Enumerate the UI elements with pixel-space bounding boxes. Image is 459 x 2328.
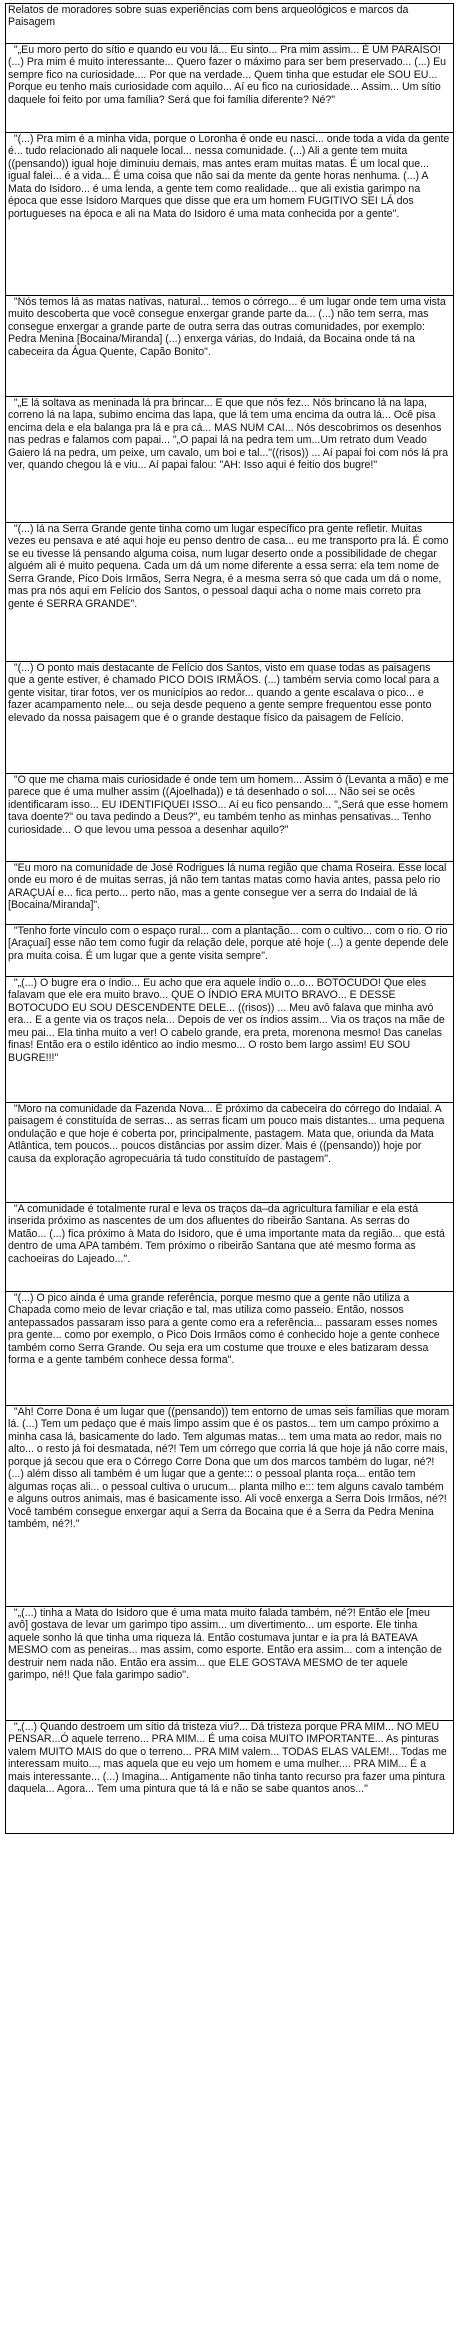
testimonies-table (5, 3, 454, 1834)
testimony-cell: "Moro na comunidade da Fazenda Nova... É próximo da cabeceira do córrego do Indaial. A paisagem é constituída de serras... as serras ficam um pouco mais distantes... uma pequena ondulação e que hoje é coberta por, principalmente, pastagem. Mata que, oriunda da Mata Atlântica, tem poucos... poucos distâncias por assim dizer. Mais é ((pensando)) hoje por causa da exploração agropecuária tá tudo constituído de pastagem". (6, 1102, 453, 1202)
testimony-cell: "Ah! Corre Dona é um lugar que ((pensando)) tem entorno de umas seis famílias que moram lá. (...) Tem um pedaço que é mais limpo assim que é os pastos... tem um campo próximo a minha casa lá, basicamente do lado. Tem algumas matas... tem uma mata ao redor, mais no alto... o resto já foi desmatada, né?! Tem um córrego que corria lá que hoje já não corre mais, porque já secou que era o Córrego Corre Dona que um dos marcos também do lugar, né?! (...) além disso ali também é um lugar que a gente::: o pessoal planta roça... então tem algumas roças ali... o pessoal cultiva o urucum... planta milho e::: tem alguns cavalo também e alguns outros animais, mas é basicamente isso. Ali você enxerga a Serra Dois Irmãos, né?! Você também consegue enxergar aqui a Serra da Bocaina que é a Serra da Pedra Menina também, né?!." (6, 1405, 453, 1606)
testimony-cell: "Nós temos lá as matas nativas, natural... temos o córrego... é um lugar onde tem uma vista muito descoberta que você consegue enxergar grande parte da... (...) não tem serra, mas consegue enxergar a grande parte de outra serra das outras comunidades, por exemplo: Pedra Menina [Bocaina/Miranda] (...) enxerga várias, do Indaiá, da Bocaina onde tá na cabeceira da Água Quente, Capão Bonito". (6, 295, 453, 396)
testimony-cell: "„(...) tinha a Mata do Isidoro que é uma mata muito falada também, né?! Então ele [meu avô] gostava de levar um garimpo tipo assim... um divertimento... um esporte. Ele tinha aquele sonho lá que tinha uma riqueza lá. Então costumava juntar e ia pra lá BATEAVA MESMO com as peneiras... mas assim, como esporte. Então era assim... com a intenção de destruir nem nada não. Então era assim... que ELE GOSTAVA MESMO de ter aquele garimpo, né!! Que fala garimpo sadio". (6, 1606, 453, 1720)
testimony-cell: "(...) O pico ainda é uma grande referência, porque mesmo que a gente não utiliza a Chapada como meio de levar criação e tal, mas utiliza como passeio. Então, nossos antepassados passaram isso para a gente como era a referência... passaram esses nomes pra gente... como por exemplo, o Pico Dois Irmãos como é conhecido hoje a gente conhece também como Serra Grande. Ou seja era um costume que trouxe e eles batizaram dessa forma e a gente também conhece dessa forma". (6, 1291, 453, 1405)
testimony-cell: "(...) Pra mim é a minha vida, porque o Loronha é onde eu nasci... onde toda a vida da gente é... tudo relacionado ali naquele local... nessa comunidade. (...) Ali a gente tem muita ((pensando)) igual hoje diminuiu demais, mas antes eram muitas matas. É um local que... igual falei... é a vida... É uma coisa que não sai da mente da gente horas nenhuma. (...) A Mata do Isidoro... é uma lenda, a gente tem como realidade... que ali existia garimpo na época que esse Isidoro Marques que disse que era um homem FUGITIVO SEI LÁ dos portugueses na época e ali na Mata do Isidoro é uma mata conhecida por a gente". (6, 132, 453, 295)
testimony-cell: "„(...) O bugre era o índio... Eu acho que era aquele índio o...o... BOTOCUDO! Que eles falavam que ele era muito bravo... QUE O ÍNDIO ERA MUITO BRAVO... E DESSE BOTOCUDO EU SOU DESCENDENTE DELE... ((risos)) ... Meu avô falava que minha avó era... E a gente via os traços nela... Depois de ver os índios assim... Via os traços na mãe de meu pai... Ela tinha muito a ver! O cabelo grande, era preta, morenona mesmo! Das canelas finas! Então era o estilo idêntico ao índio mesmo... O rosto bem largo assim! EU SOU BUGRE!!!" (6, 976, 453, 1102)
testimony-cell: "„Eu moro perto do sítio e quando eu vou lá... Eu sinto... Pra mim assim... É UM PARAÍSO! (...) Pra mim é muito interessante... Quero fazer o máximo para ser bem preservado... (...) Eu sempre fico na curiosidade.... Por que na verdade... Quem tinha que estudar ele SOU EU... Porque eu tenho mais curiosidade com aquilo... Aí eu fico na curiosidade... Assim... Um sítio daquele foi feito por uma família? Será que foi família diferente? Né?" (6, 43, 453, 132)
testimony-cell: "Eu moro na comunidade de José Rodrigues lá numa região que chama Roseira. Esse local onde eu moro é de muitas serras, já não tem tantas matas como havia antes, passa pelo rio ARAÇUAÍ e... fica perto... perto não, mas a gente consegue ver a serra do Indaial de lá [Bocaina/Miranda]". (6, 861, 453, 924)
testimony-cell: "Tenho forte vínculo com o espaço rural... com a plantação... com o cultivo... com o rio. O rio [Araçuaí] esse não tem como fugir da relação dele, porque até hoje (...) a gente depende dele pra muita coisa. É um lugar que a gente visita sempre". (6, 924, 453, 976)
testimony-cell: "O que me chama mais curiosidade é onde tem um homem... Assim ó (Levanta a mão) e me parece que é uma mulher assim ((Ajoelhada)) e tá desenhado o sol.... Não sei se ocês identificaram isso... EU IDENTIFIQUEI ISSO... Aí eu fico pensando... "„Será que esse homem tava doente?" ou tava pedindo a Deus?", eu também tenho as minhas pensativas... Tenho curiosidade... O que levou uma pessoa a desenhar aquilo?" (6, 773, 453, 861)
testimony-cell: "(...) lá na Serra Grande gente tinha como um lugar específico pra gente refletir. Muitas vezes eu pensava e até aqui hoje eu penso dentro de casa... eu me transporto pra lá. É como se eu tivesse lá pensando alguma coisa, num lugar deserto onde a possibilidade de chegar alguém ali é muito pequena. Cada um dá um nome diferente a essa serra: ela tem nome de Serra Grande, Pico Dois Irmãos, Serra Negra, é a mesma serra só que cada um dá o nome, mas pra nós aqui em Felício dos Santos, o pessoal daqui acha o nome mais correto pra gente é SERRA GRANDE". (6, 522, 453, 661)
testimony-cell: "(...) O ponto mais destacante de Felício dos Santos, visto em quase todas as paisagens que a gente estiver, é chamado PICO DOIS IRMÃOS. (...) também servia como local para a gente visitar, tirar fotos, ver os municípios ao redor... quando a gente escalava o pico... e fazer acampamento nele... ou seja desde pequeno a gente sempre frequentou esse ponto elevado da nossa paisagem que é o grande destaque físico da paisagem de Felício. (6, 661, 453, 773)
table-title: Relatos de moradores sobre suas experiências com bens arqueológicos e marcos da Paisagem (8, 4, 412, 29)
testimony-cell: "„E lá soltava as meninada lá pra brincar... E que que nós fez... Nós brincano lá na lapa, correno lá na lapa, subimo encima das lapa, que lá tem uma encima da outra lá... Ocê pisa encima dela e ela balanga pra lá e pra cá... MAS NUM CAI... Nós descobrimos os desenhos nas pedras e falamos com papai... "„O papai lá na pedra tem um...Um retrato dum Veado Gaiero lá na pedra, um peixe, um cavalo, um boi e tal..."((risos)) ... Aí papai foi com nós lá pra ver, quando chegou lá e viu... Aí papai falou: "AH: Isso aqui é feitio dos bugre!" (6, 396, 453, 522)
testimony-cell: "A comunidade é totalmente rural e leva os traços da–da agricultura familiar e ela está inserida próximo as nascentes de um dos afluentes do ribeirão Santana. As serras do Matão... (...) fica próximo à Mata do Isidoro, que é uma importante mata da região... que está dentro de uma APA também. Tem próximo o ribeirão Santana que até mesmo forma as cachoeiras do Lajeado...". (6, 1202, 453, 1291)
testimony-cell: "„(...) Quando destroem um sítio dá tristeza viu?... Dá tristeza porque PRA MIM... NO MEU PENSAR...Ó aquele terreno... PRA MIM... É uma coisa MUITO IMPORTANTE... As pinturas valem MUITO MAIS do que o terreno... PRA MIM valem... TODAS ELAS VALEM!... Todas me interessam muito..., mas aquela que eu vejo um homem e uma mulher.... PRA MIM... É a mais interessante... (...) Imagina... Antigamente não tinha tanto recurso pra fazer uma pintura daquela... Agora... Tem uma pintura que tá lá e não se sabe quantos anos..." (6, 1720, 453, 1833)
